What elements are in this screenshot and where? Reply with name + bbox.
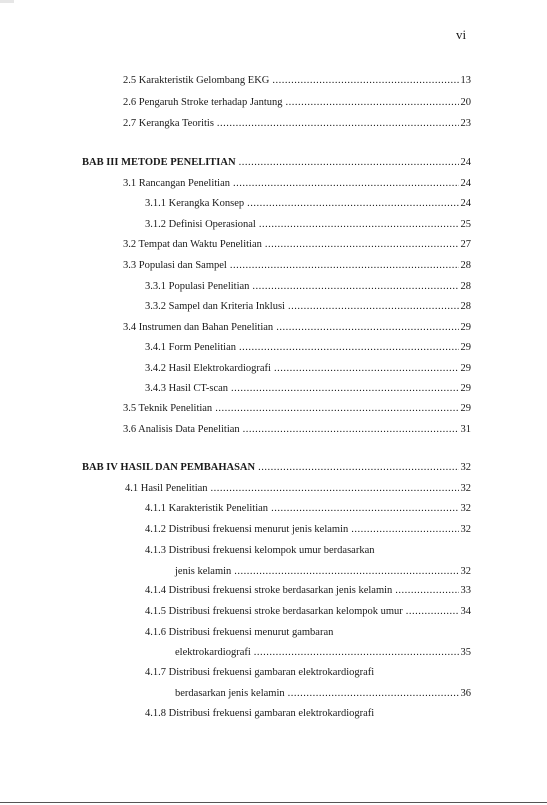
page-number: vi: [456, 27, 467, 42]
dot-leader: [234, 565, 458, 578]
dot-leader: [288, 300, 459, 313]
toc-entry-3-4-2: [145, 362, 471, 375]
dot-leader: [259, 218, 459, 231]
dot-leader: [274, 362, 459, 375]
toc-entry-3-1-2: [145, 218, 471, 231]
dot-leader: [233, 177, 458, 190]
toc-entry-3-3-2: [145, 300, 471, 313]
toc-entry-label: 2.5 Karakteristik Gelombang EKG: [123, 75, 270, 86]
dot-leader: [239, 156, 459, 169]
toc-entry-page: 29: [460, 322, 471, 333]
toc-entry-4-1-1: [145, 502, 471, 515]
toc-entry-label: 3.4.1 Form Penelitian: [145, 342, 236, 353]
toc-entry-page: 23: [460, 118, 471, 129]
toc-entry-4-1-7-line1: 4.1.7 Distribusi frekuensi gambaran elektrokardiografi: [145, 667, 375, 678]
dot-leader: [217, 117, 459, 130]
toc-entry-page: 32: [460, 503, 471, 514]
toc-entry-label: 3.1 Rancangan Penelitian: [123, 178, 231, 189]
toc-chapter-label: BAB IV HASIL DAN PEMBAHASAN: [82, 462, 256, 473]
toc-entry-label: 4.1 Hasil Penelitian: [125, 483, 208, 494]
dot-leader: [230, 259, 459, 272]
toc-entry-label: 3.1.2 Definisi Operasional: [145, 219, 256, 230]
dot-leader: [276, 321, 458, 334]
toc-entry-label: 3.3 Populasi dan Sampel: [123, 260, 227, 271]
toc-entry-label: 3.6 Analisis Data Penelitian: [123, 424, 240, 435]
dot-leader: [215, 402, 458, 415]
toc-entry-page: 28: [460, 260, 471, 271]
toc-entry-page: 35: [460, 647, 471, 658]
toc-entry-label: 2.6 Pengaruh Stroke terhadap Jantung: [123, 97, 283, 108]
toc-entry-page: 29: [460, 363, 471, 374]
toc-entry-label: 4.1.2 Distribusi frekuensi menurut jenis kelamin: [145, 524, 349, 535]
toc-entry-label: 4.1.5 Distribusi frekuensi stroke berdasarkan kelompok umur: [145, 606, 403, 617]
toc-entry-2-7: [123, 117, 471, 130]
toc-entry-3-3-1: [145, 280, 471, 293]
toc-entry-label: 2.7 Kerangka Teoritis: [123, 118, 214, 129]
toc-entry-page: 24: [460, 157, 471, 168]
toc-entry-page: 32: [460, 462, 471, 473]
toc-entry-page: 31: [460, 424, 471, 435]
dot-leader: [265, 238, 459, 251]
toc-entry-label: 3.4.3 Hasil CT-scan: [145, 383, 229, 394]
dot-leader: [231, 382, 458, 395]
toc-chapter-bab-iii: [82, 156, 471, 169]
toc-entry-3-2: [123, 238, 471, 251]
toc-entry-label: 4.1.4 Distribusi frekuensi stroke berdasarkan jenis kelamin: [145, 585, 393, 596]
toc-entry-page: 32: [460, 524, 471, 535]
toc-entry-3-4: [123, 321, 471, 334]
toc-entry-2-6: [123, 96, 471, 109]
toc-entry-page: 29: [460, 383, 471, 394]
dot-leader: [247, 197, 458, 210]
dot-leader: [258, 461, 458, 474]
toc-entry-page: 34: [460, 606, 471, 617]
dot-leader: [252, 280, 458, 293]
toc-chapter-label: BAB III METODE PENELITIAN: [82, 157, 236, 168]
toc-entry-page: 20: [460, 97, 471, 108]
toc-entry-2-5: [123, 74, 471, 87]
dot-leader: [254, 646, 459, 659]
toc-entry-3-6: [123, 423, 471, 436]
toc-entry-3-4-1: [145, 341, 471, 354]
toc-entry-page: 32: [460, 566, 471, 577]
toc-entry-4-1-3-line2: [175, 565, 471, 578]
toc-entry-4-1: [125, 482, 471, 495]
toc-entry-4-1-6-line2: [175, 646, 471, 659]
toc-entry-label: 3.4 Instrumen dan Bahan Penelitian: [123, 322, 274, 333]
dot-leader: [243, 423, 459, 436]
toc-entry-label: 3.3.1 Populasi Penelitian: [145, 281, 250, 292]
toc-entry-page: 29: [460, 342, 471, 353]
toc-entry-3-5: [123, 402, 471, 415]
toc-entry-4-1-6-line1: 4.1.6 Distribusi frekuensi menurut gambaran: [145, 627, 334, 638]
dot-leader: [239, 341, 459, 354]
toc-entry-label: jenis kelamin: [175, 566, 232, 577]
toc-entry-3-4-3: [145, 382, 471, 395]
toc-entry-label: elektrokardiografi: [175, 647, 251, 658]
toc-entry-page: 29: [460, 403, 471, 414]
toc-entry-label: berdasarkan jenis kelamin: [175, 688, 285, 699]
dot-leader: [272, 74, 458, 87]
toc-entry-3-3: [123, 259, 471, 272]
toc-entry-label: 3.3.2 Sampel dan Kriteria Inklusi: [145, 301, 285, 312]
toc-entry-4-1-5: [145, 605, 471, 618]
dot-leader: [395, 584, 458, 597]
dot-leader: [288, 687, 459, 700]
toc-entry-4-1-7-line2: [175, 687, 471, 700]
toc-entry-label: 3.1.1 Kerangka Konsep: [145, 198, 245, 209]
toc-entry-page: 25: [460, 219, 471, 230]
toc-entry-4-1-8-line1: 4.1.8 Distribusi frekuensi gambaran elektrokardiografi: [145, 708, 375, 719]
dot-leader: [351, 523, 458, 536]
dot-leader: [271, 502, 458, 515]
toc-chapter-bab-iv: [82, 461, 471, 474]
toc-entry-page: 36: [460, 688, 471, 699]
toc-entry-page: 28: [460, 281, 471, 292]
toc-entry-page: 28: [460, 301, 471, 312]
toc-entry-label: 3.2 Tempat dan Waktu Penelitian: [123, 239, 262, 250]
toc-entry-page: 24: [460, 198, 471, 209]
toc-entry-label: 4.1.1 Karakteristik Penelitian: [145, 503, 269, 514]
toc-entry-page: 24: [460, 178, 471, 189]
toc-entry-label: 3.4.2 Hasil Elektrokardiografi: [145, 363, 271, 374]
toc-entry-label: 3.5 Teknik Penelitian: [123, 403, 213, 414]
dot-leader: [211, 482, 459, 495]
toc-entry-page: 32: [460, 483, 471, 494]
toc-entry-4-1-4: [145, 584, 471, 597]
toc-entry-4-1-2: [145, 523, 471, 536]
toc-entry-3-1: [123, 177, 471, 190]
dot-leader: [286, 96, 459, 109]
toc-entry-page: 33: [460, 585, 471, 596]
toc-entry-page: 13: [460, 75, 471, 86]
toc-entry-page: 27: [460, 239, 471, 250]
toc-entry-3-1-1: [145, 197, 471, 210]
dot-leader: [406, 605, 459, 618]
scan-bottom-edge: [0, 802, 547, 803]
toc-entry-4-1-3-line1: 4.1.3 Distribusi frekuensi kelompok umur berdasarkan: [145, 545, 375, 556]
